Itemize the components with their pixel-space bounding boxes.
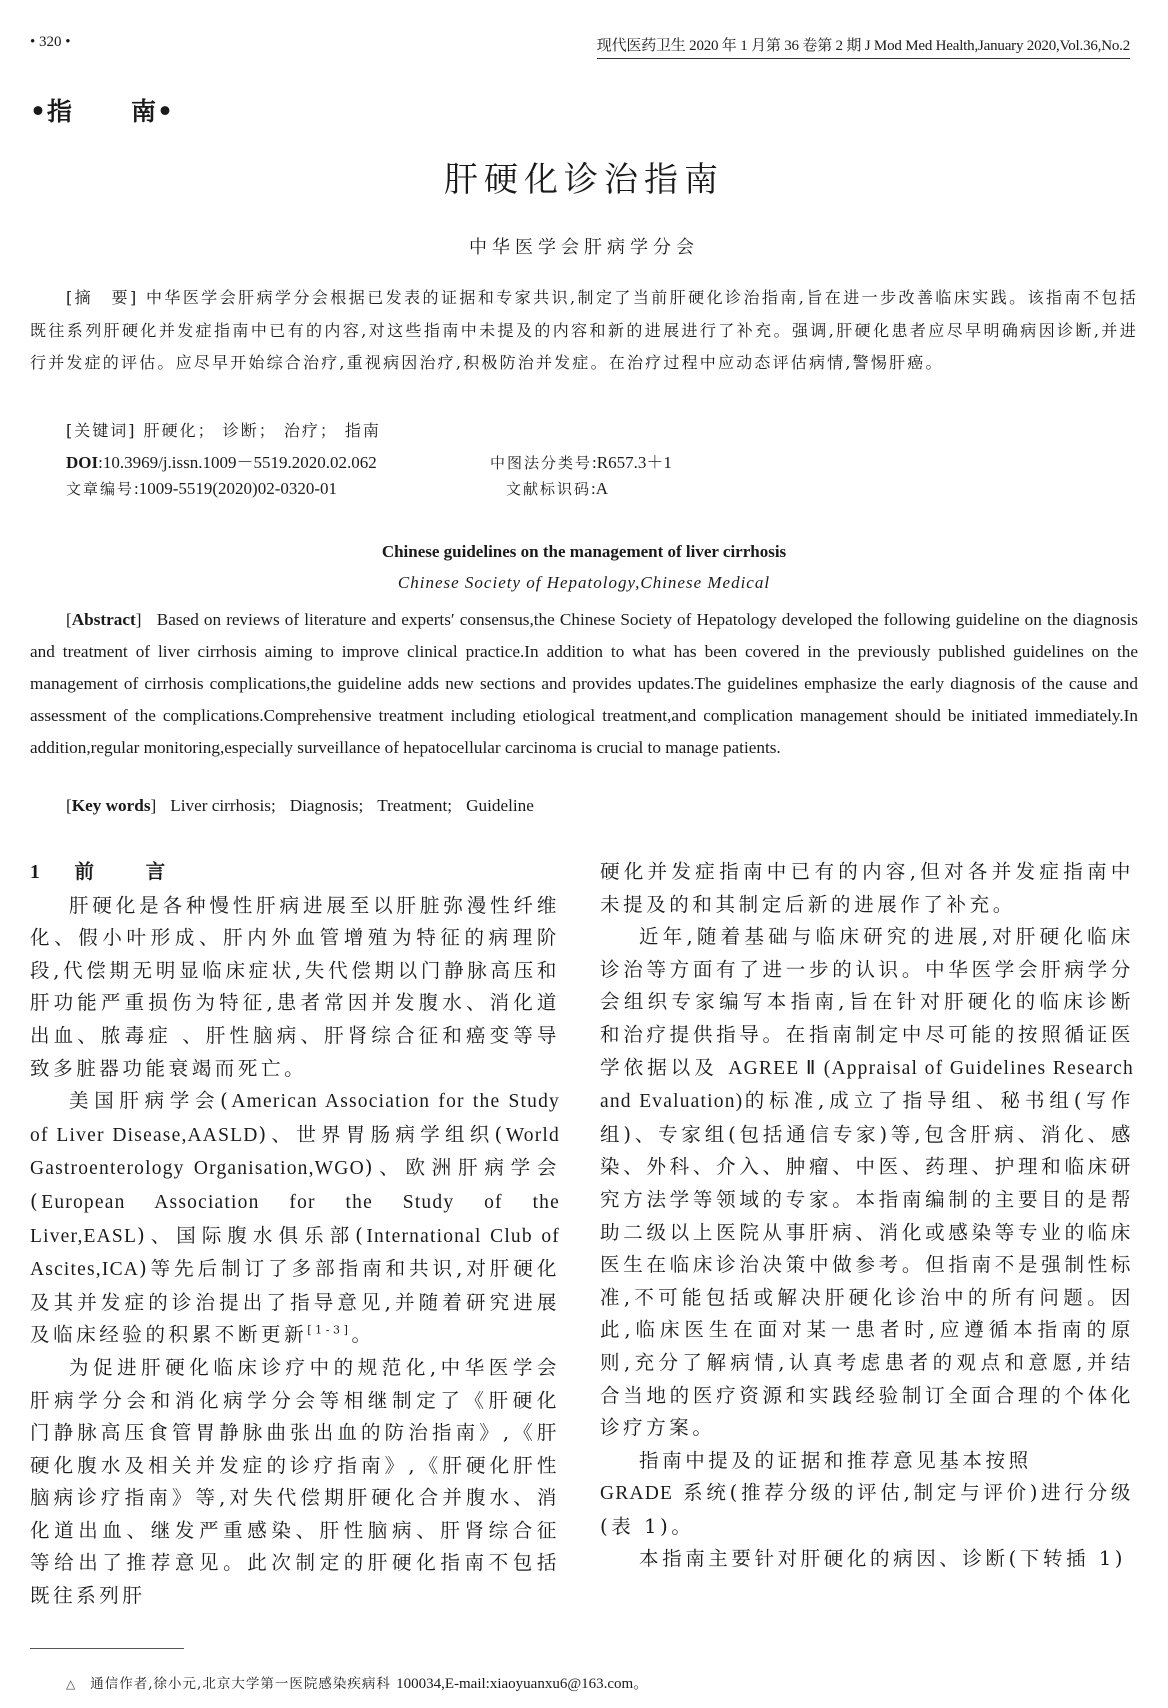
chinese-keywords: [关键词] 肝硬化； 诊断； 治疗； 指南 xyxy=(66,421,381,440)
paragraph-english: American Association for the Study of Liver Disease,AASLD xyxy=(30,1091,560,1146)
paragraph-text: )、欧洲肝病学会( xyxy=(30,1156,560,1213)
section-tag-right: 南• xyxy=(130,97,174,126)
footnote xyxy=(66,1672,648,1693)
article-number-value: :1009-5519(2020)02-0320-01 xyxy=(134,479,338,498)
doi-line xyxy=(66,448,672,473)
section-tag-left: •指 xyxy=(30,97,73,126)
english-keyword: Guideline xyxy=(466,796,534,815)
paragraph-text: 美国肝病学会( xyxy=(69,1089,232,1113)
english-abstract: [Abstract] Based on reviews of literature and experts′ consensus,the Chinese Society of Hepatology developed the following guideline on the diagnosis and treatment of liver cirrhosis aiming to improve clinical practice.In addition to what has been covered in the previously published guidelines on the management of cirrhosis complications,the guideline adds new sections and provides updates.The guidelines emphasize the early diagnosis of the cause and assessment of the complications.Comprehensive treatment including etiological treatment,and complication management should be initiated immediately.In addition,regular monitoring,especially surveillance of hepatocellular carcinoma is crucial to manage patients. xyxy=(30,610,1138,757)
paragraph-text: )等先后制订了多部指南和共识,对肝硬化及其并发症的诊治提出了指导意见,并随着研究进展及临床经验的积累不断更新 xyxy=(30,1257,560,1347)
footnote-text: 通信作者,徐小元,北京大学第一医院感染疾病科 xyxy=(90,1676,397,1692)
body-right-column xyxy=(600,856,1134,1576)
page-number: • 320 • xyxy=(30,34,71,50)
english-keyword: Diagnosis; xyxy=(289,796,364,815)
clc-label: 中图法分类号 xyxy=(490,454,593,472)
footnote-contact[interactable]: 100034,E-mail:xiaoyuanxu6@163.com。 xyxy=(396,1676,649,1692)
chinese-keyword: 诊断 xyxy=(222,421,259,440)
body-left-column xyxy=(30,856,560,1613)
paragraph: 硬化并发症指南中已有的内容,但对各并发症指南中未提及的和其制定后新的进展作了补充。 xyxy=(600,860,1134,916)
article-number-label: 文章编号 xyxy=(66,480,135,498)
paragraph-text: 近年,随着基础与临床研究的进展,对肝硬化临床诊治等方面有了进一步的认识。中华医学会肝病学分会组织专家编写本指南,旨在针对肝硬化的临床诊断和治疗提供指导。在指南制定中尽可能的按照循证医学依据以及 xyxy=(600,925,1134,1079)
paragraph xyxy=(30,1085,560,1352)
paragraph-english: AGREE Ⅱ (Appraisal of Guidelines Research and Evaluation) xyxy=(600,1057,1134,1113)
paragraph: 为促进肝硬化临床诊疗中的规范化,中华医学会肝病学分会和消化病学分会等相继制定了《肝硬化门静脉高压食管胃静脉曲张出血的防治指南》,《肝硬化腹水及相关并发症的诊疗指南》,《肝硬化肝性脑病诊疗指南》等,对失代偿期肝硬化合并腹水、消化道出血、继发严重感染、肝性脑病、肝肾综合征等给出了推荐意见。此次制定的肝硬化指南不包括既往系列肝 xyxy=(30,1355,560,1608)
paragraph-english: World Gastroenterology Organisation,WGO xyxy=(30,1124,560,1180)
english-keywords: [Key words] Liver cirrhosis; Diagnosis; Treatment; Guideline xyxy=(66,796,534,815)
paragraph-english: International Club of Ascites,ICA xyxy=(30,1225,561,1281)
citation-reference[interactable]: [1-3] xyxy=(307,1323,352,1337)
chinese-keyword: 治疗 xyxy=(283,421,320,440)
paragraph: 肝硬化是各种慢性肝病进展至以肝脏弥漫性纤维化、假小叶形成、肝内外血管增殖为特征的病理阶段,代偿期无明显临床症状,失代偿期以门静脉高压和肝功能严重损伤为特征,患者常因并发腹水、消化道出血、脓毒症 、肝性脑病、肝肾综合征和癌变等导致多脏器功能衰竭而死亡。 xyxy=(30,893,560,1080)
clc-value: :R657.3＋1 xyxy=(592,453,672,472)
document-code-value: :A xyxy=(591,479,609,498)
section-number: 1 xyxy=(30,862,44,883)
english-author: Chinese Society of Hepatology,Chinese Medical xyxy=(397,573,771,592)
english-keyword: Treatment; xyxy=(377,796,453,815)
document-code-label: 文献标识码 xyxy=(506,480,592,498)
journal-header: 现代医药卫生 2020 年 1 月第 36 卷第 2 期 J Mod Med Health,January 2020,Vol.36,No.2 xyxy=(597,34,1130,59)
article-title: 肝硬化诊治指南 xyxy=(444,160,724,200)
chinese-keyword: 肝硬化 xyxy=(143,421,198,440)
section-title-part: 言 xyxy=(145,860,169,883)
chinese-keyword: 指南 xyxy=(344,421,381,440)
section-title-part: 前 xyxy=(74,860,98,883)
paragraph-english: GRADE xyxy=(600,1483,674,1505)
paragraph xyxy=(600,1445,1134,1544)
paragraph-text: 指南中提及的证据和推荐意见基本按照 xyxy=(639,1448,1032,1472)
triangle-marker-icon: △ xyxy=(66,1677,77,1691)
chinese-abstract-text: 中华医学会肝病学分会根据已发表的证据和专家共识,制定了当前肝硬化诊治指南,旨在进一步改善临床实践。该指南不包括既往系列肝硬化并发症指南中已有的内容,对这些指南中未提及的内容和新的进展进行了补充。强调,肝硬化患者应尽早明确病因诊断,并进行并发症的评估。应尽早开始综合治疗,重视病因治疗,积极防治并发症。在治疗过程中应动态评估病情,警惕肝癌。 xyxy=(30,288,1138,372)
chinese-abstract xyxy=(30,282,1138,380)
paragraph xyxy=(600,921,1134,1445)
english-keyword: Liver cirrhosis; xyxy=(170,796,276,815)
doi-value[interactable]: :10.3969/j.issn.1009－5519.2020.02.062 xyxy=(98,453,377,472)
english-abstract-label: Abstract xyxy=(71,610,136,629)
paragraph-text: )、世界胃肠病学组织( xyxy=(258,1122,506,1146)
paragraph-text: )、国际腹水俱乐部( xyxy=(137,1223,367,1247)
paragraph: 本指南主要针对肝硬化的病因、诊断(下转插 1) xyxy=(639,1547,1127,1571)
footnote-divider xyxy=(30,1648,184,1649)
chinese-keywords-label: [关键词] xyxy=(66,421,137,440)
doi-label: DOI xyxy=(66,453,99,472)
english-abstract-text: Based on reviews of literature and experts′ consensus,the Chinese Society of Hepatology developed the following guideline on the diagnosis and treatment of liver cirrhosis aiming to improve clinical practice.In addition to what has been covered in the previously published guidelines on the management of cirrhosis complications,the guideline adds new sections and provides updates.The guidelines emphasize the early diagnosis of the cause and assessment of the complications.Comprehensive treatment including etiological treatment,and complication management should be initiated immediately.In addition,regular monitoring,especially surveillance of hepatocellular carcinoma is crucial to manage patients. xyxy=(30,610,1138,757)
paragraph-text: 的标准,成立了指导组、秘书组(写作组)、专家组(包括通信专家)等,包含肝病、消化、感染、外科、介入、肿瘤、中医、药理、护理和临床研究方法学等领域的专家。本指南编制的主要目的是帮助二级以上医院从事肝病、消化或感染等专业的临床医生在临床诊治决策中做参考。但指南不是强制性标准,不可能包括或解决肝硬化诊治中的所有问题。因此,临床医生在面对某一患者时,应遵循本指南的原则,充分了解病情,认真考虑患者的观点和意愿,并结合当地的医疗资源和实践经验制订全面合理的个体化诊疗方案。 xyxy=(600,1089,1134,1440)
chinese-abstract-label: [摘 要] xyxy=(66,288,139,307)
paragraph-english: European Association for the Study of the Liver,EASL xyxy=(30,1191,560,1247)
paragraph-text: 系统(推荐分级的评估,制定与评价)进行分级(表 1)。 xyxy=(600,1481,1134,1538)
article-number-line xyxy=(66,478,609,499)
article-author: 中华医学会肝病学分会 xyxy=(469,237,699,258)
paragraph-text: 。 xyxy=(351,1323,375,1347)
english-keywords-label: Key words xyxy=(71,796,151,815)
section-heading xyxy=(30,856,560,890)
english-title: Chinese guidelines on the management of liver cirrhosis xyxy=(381,542,787,561)
section-tag xyxy=(30,92,174,128)
